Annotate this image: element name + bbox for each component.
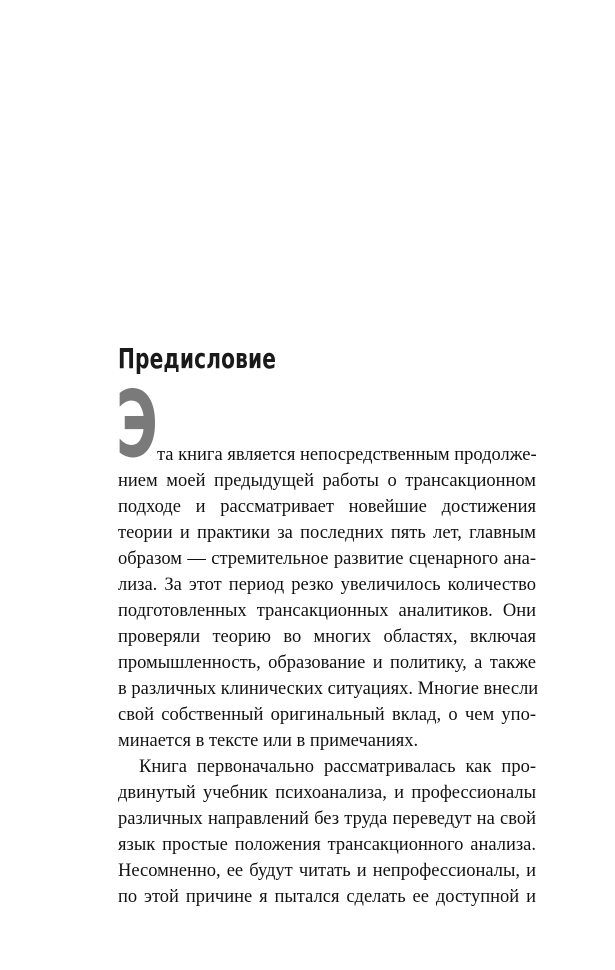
- text-line: различных направлений без труда переведут на свой: [118, 809, 536, 829]
- text-line: в различных клинических ситуациях. Многие внесли: [118, 679, 539, 699]
- text-line: нием моей предыдущей работы о трансакционном: [118, 471, 536, 491]
- chapter-heading: Предисловие: [118, 342, 277, 375]
- text-line: лиза. За этот период резко увеличилось количество: [118, 575, 536, 595]
- text-line: образом — стремительное развитие сценарного ана-: [118, 549, 536, 569]
- text-line: свой собственный оригинальный вклад, о чем упо-: [118, 705, 536, 725]
- drop-cap: Э: [116, 371, 158, 478]
- text-line: проверяли теорию во многих областях, включая: [118, 627, 536, 647]
- text-line: двинутый учебник психоанализа, и профессионалы: [118, 783, 536, 803]
- body-text: [118, 442, 539, 910]
- text-line: та книга является непосредственным продолже-: [157, 445, 537, 465]
- text-line: по этой причине я пытался сделать ее доступной и: [118, 887, 536, 907]
- text-line: подготовленных трансакционных аналитиков. Они: [118, 601, 536, 621]
- text-line: минается в тексте или в примечаниях.: [118, 731, 419, 751]
- text-line: Несомненно, ее будут читать и непрофессионалы, и: [118, 861, 536, 881]
- paragraph-2: [118, 754, 536, 910]
- text-line: Книга первоначально рассматривалась как про-: [139, 757, 536, 777]
- paragraph-1: [118, 442, 539, 754]
- text-line: язык простые положения трансакционного анализа.: [118, 835, 536, 855]
- text-line: теории и практики за последних пять лет, главным: [118, 523, 536, 543]
- text-line: промышленность, образование и политику, а также: [118, 653, 536, 673]
- text-line: подходе и рассматривает новейшие достижения: [118, 497, 536, 517]
